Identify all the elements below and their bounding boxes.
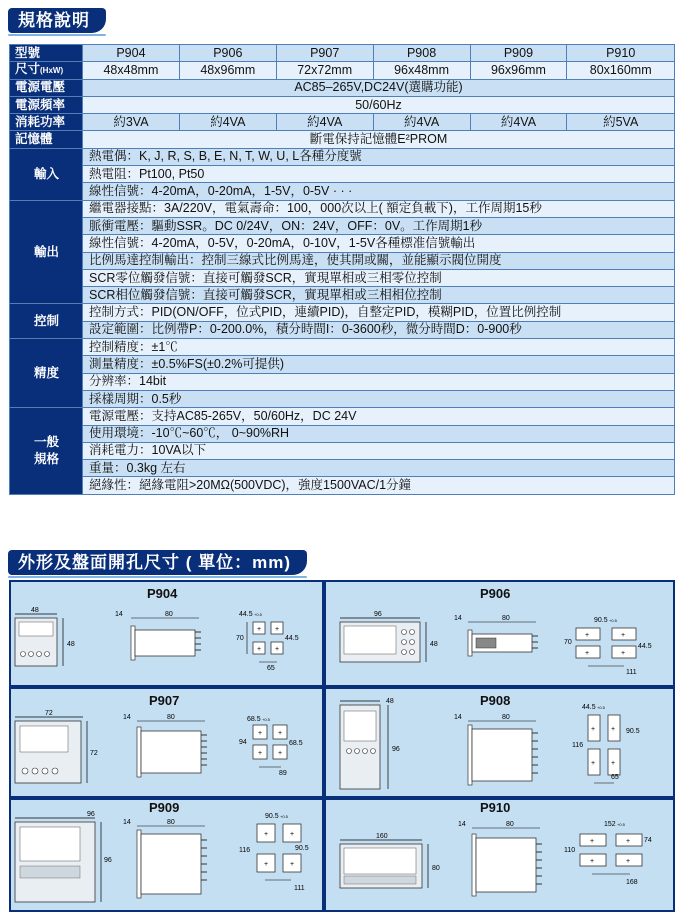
- p906-front: 14: [454, 615, 462, 622]
- dimension-section-title: 外形及盤面開孔尺寸 ( 單位：mm): [8, 550, 307, 575]
- p907-pitch-v: 94: [239, 739, 247, 746]
- row-label-memory: 記憶體: [10, 131, 83, 148]
- p909-cut: 90.5: [265, 813, 279, 820]
- p910-pitch-v: 110: [564, 847, 576, 854]
- p908-front: 14: [454, 714, 462, 721]
- table-row: [10, 200, 675, 217]
- p908-drawing: [326, 689, 673, 796]
- table-row: [10, 442, 675, 459]
- table-row: [10, 269, 675, 286]
- svg-text:+: +: [590, 838, 595, 845]
- table-row: [10, 62, 675, 79]
- svg-text:+: +: [585, 650, 590, 657]
- p904-height: 48: [67, 641, 75, 648]
- table-row: [10, 460, 675, 477]
- panel-p910: [326, 800, 673, 910]
- svg-text:+: +: [257, 626, 262, 633]
- control-row: 設定範圍：比例帶P：0-200.0%，積分時間I：0-3600秒，微分時間D：0-900秒: [83, 321, 675, 338]
- consumption-cell: 約4VA: [373, 114, 470, 131]
- table-row: [10, 304, 675, 321]
- p908-pitch-h: 65: [611, 774, 619, 781]
- size-cell: 80x160mm: [567, 62, 675, 79]
- table-row: [10, 339, 675, 356]
- p909-pitch-h: 111: [294, 885, 305, 892]
- svg-text:+: +: [621, 632, 626, 639]
- p907-depth: 80: [167, 714, 175, 721]
- table-row: [10, 79, 675, 96]
- row-label-precision: 精度: [10, 339, 83, 408]
- svg-text:+: +: [290, 861, 295, 868]
- row-label-consumption: 消耗功率: [10, 114, 83, 131]
- spec-section-title: 規格說明: [8, 8, 106, 33]
- p908-width: 48: [386, 698, 394, 705]
- precision-row: 測量精度：±0.5%FS(±0.2%可提供): [83, 356, 675, 373]
- control-row: 控制方式：PID(ON/OFF，位式PID，連續PID)，自整定PID，模糊PID，位置比例控制: [83, 304, 675, 321]
- table-row: [10, 477, 675, 494]
- general-row: 使用環境：-10℃~60℃， 0~90%RH: [83, 425, 675, 442]
- p904-front: 14: [115, 611, 123, 618]
- svg-text:+: +: [264, 861, 269, 868]
- svg-text:+: +: [585, 632, 590, 639]
- svg-text:+: +: [257, 646, 262, 653]
- panel-title: P910: [480, 800, 511, 815]
- table-row: [10, 373, 675, 390]
- model-cell: P906: [179, 45, 276, 62]
- row-label-size: [10, 62, 83, 79]
- table-row: [10, 356, 675, 373]
- p910-pitch-h: 168: [626, 879, 638, 886]
- spec-table: [9, 44, 675, 495]
- p906-height: 48: [430, 641, 438, 648]
- p906-width: 96: [374, 611, 382, 618]
- p904-cut: 44.5: [239, 611, 253, 618]
- panel-p908: [326, 689, 673, 796]
- table-row: [10, 321, 675, 338]
- p909-cut-tol: +0.5: [280, 814, 288, 819]
- p904-cut-side: 44.5: [285, 635, 299, 642]
- svg-text:+: +: [258, 750, 263, 757]
- table-row: [10, 235, 675, 252]
- consumption-cell: 約4VA: [470, 114, 567, 131]
- p907-cut: 68.5: [247, 716, 261, 723]
- p908-cut-tol: +0.5: [597, 705, 605, 710]
- dimension-drawings: [9, 580, 675, 912]
- p909-cut-side: 90.5: [295, 845, 309, 852]
- model-cell: P907: [276, 45, 373, 62]
- p906-depth: 80: [502, 615, 510, 622]
- p904-pitch-h: 65: [267, 665, 275, 672]
- p907-cut-tol: +0.5: [262, 717, 270, 722]
- row-label-control: 控制: [10, 304, 83, 339]
- p907-width: 72: [45, 710, 53, 717]
- row-label-general: [10, 408, 83, 494]
- general-row: 電源電壓：支持AC85-265V，50/60Hz，DC 24V: [83, 408, 675, 425]
- svg-text:+: +: [621, 650, 626, 657]
- p907-height: 72: [90, 750, 98, 757]
- input-row: 線性信號：4-20mA，0-20mA，1-5V，0-5V · · ·: [83, 183, 675, 200]
- consumption-cell: 約4VA: [276, 114, 373, 131]
- precision-row: 控制精度：±1℃: [83, 339, 675, 356]
- consumption-cell: 約3VA: [83, 114, 180, 131]
- table-row: [10, 287, 675, 304]
- table-row: [10, 148, 675, 165]
- consumption-cell: 約4VA: [179, 114, 276, 131]
- output-row: SCR零位觸發信號：直接可觸發SCR，實現單相或三相零位控制: [83, 269, 675, 286]
- p907-pitch-h: 89: [279, 770, 287, 777]
- svg-text:+: +: [290, 831, 295, 838]
- p909-pitch-v: 116: [239, 847, 251, 854]
- p910-front: 14: [458, 821, 466, 828]
- p910-width: 160: [376, 833, 388, 840]
- svg-text:+: +: [626, 838, 631, 845]
- p907-cut-side: 68.5: [289, 740, 303, 747]
- p908-pitch-v: 116: [572, 742, 584, 749]
- output-row: 脈衝電壓：驅動SSR。DC 0/24V，ON：24V，OFF：0V。工作周期1秒: [83, 217, 675, 234]
- precision-row: 分辨率：14bit: [83, 373, 675, 390]
- panel-title: P909: [149, 800, 180, 815]
- general-row: 絕緣性：絕緣電阻>20MΩ(500VDC)，強度1500VAC/1分鐘: [83, 477, 675, 494]
- table-row: [10, 131, 675, 148]
- p904-width: 48: [31, 607, 39, 614]
- svg-text:+: +: [611, 760, 616, 767]
- panel-title: P906: [480, 586, 511, 601]
- svg-text:+: +: [611, 726, 616, 733]
- model-cell: P904: [83, 45, 180, 62]
- p906-pitch-v: 70: [564, 639, 572, 646]
- table-row: [10, 408, 675, 425]
- p906-cut-tol: +0.5: [609, 618, 617, 623]
- p910-cut-tol: +0.5: [617, 822, 625, 827]
- row-label-power: 電源電壓: [10, 79, 83, 96]
- svg-text:+: +: [590, 858, 595, 865]
- p909-width: 96: [87, 811, 95, 818]
- p909-front: 14: [123, 819, 131, 826]
- panel-title: P908: [480, 693, 511, 708]
- memory-value: 斷電保持記憶體E²PROM: [83, 131, 675, 148]
- p908-cut-h: 90.5: [626, 728, 640, 735]
- general-label-1: 一般: [33, 434, 59, 449]
- p909-height: 96: [104, 857, 112, 864]
- table-row: [10, 45, 675, 62]
- p910-cut-w: 152: [604, 821, 616, 828]
- p910-depth: 80: [506, 821, 514, 828]
- size-cell: 48x96mm: [179, 62, 276, 79]
- row-label-model: 型號: [10, 45, 83, 62]
- panel-p906: [326, 582, 673, 685]
- p909-depth: 80: [167, 819, 175, 826]
- svg-text:+: +: [626, 858, 631, 865]
- p907-front: 14: [123, 714, 131, 721]
- size-cell: 72x72mm: [276, 62, 373, 79]
- p908-depth: 80: [502, 714, 510, 721]
- svg-text:+: +: [275, 626, 280, 633]
- table-row: [10, 183, 675, 200]
- p908-height: 96: [392, 746, 400, 753]
- p909-drawing: [11, 800, 322, 910]
- row-label-output: 輸出: [10, 200, 83, 304]
- panel-p907: [11, 689, 322, 796]
- consumption-cell: 約5VA: [567, 114, 675, 131]
- p906-cut-w: 90.5: [594, 617, 608, 624]
- svg-text:+: +: [275, 646, 280, 653]
- p910-cut-h: 74: [644, 837, 652, 844]
- p906-cut-h: 44.5: [638, 643, 652, 650]
- input-row: 熱電偶：K, J, R, S, B, E, N, T, W, U, L各種分度號: [83, 148, 675, 165]
- panel-p909: [11, 800, 322, 910]
- p906-pitch-h: 111: [626, 669, 637, 676]
- general-row: 消耗電力：10VA以下: [83, 442, 675, 459]
- panel-title: P907: [149, 693, 180, 708]
- precision-row: 採樣周期：0.5秒: [83, 390, 675, 407]
- panel-title: P904: [147, 586, 178, 601]
- size-cell: 48x48mm: [83, 62, 180, 79]
- table-row: [10, 425, 675, 442]
- freq-value: 50/60Hz: [83, 96, 675, 113]
- table-row: [10, 217, 675, 234]
- row-label-freq: 電源頻率: [10, 96, 83, 113]
- table-row: [10, 252, 675, 269]
- output-row: 線性信號：4-20mA，0-5V，0-20mA，0-10V，1-5V各種標准信號輸出: [83, 235, 675, 252]
- model-cell: P908: [373, 45, 470, 62]
- svg-text:+: +: [591, 726, 596, 733]
- p907-drawing: [11, 689, 322, 796]
- size-cell: 96x48mm: [373, 62, 470, 79]
- p904-drawing: [11, 582, 322, 685]
- output-row: 比例馬達控制輸出：控制三線式比例馬達，使其開或關，並能顯示閥位開度: [83, 252, 675, 269]
- svg-text:+: +: [258, 730, 263, 737]
- general-label-2: 規格: [33, 451, 59, 466]
- table-row: [10, 390, 675, 407]
- table-row: [10, 166, 675, 183]
- output-row: SCR相位觸發信號：直接可觸發SCR，實現單相或三相相位控制: [83, 287, 675, 304]
- size-label-sub: (HxW): [40, 66, 64, 76]
- row-label-input: 輸入: [10, 148, 83, 200]
- table-row: [10, 114, 675, 131]
- p910-height: 80: [432, 865, 440, 872]
- general-row: 重量：0.3kg 左右: [83, 460, 675, 477]
- svg-text:+: +: [278, 730, 283, 737]
- p904-cut-tol: +0.5: [254, 612, 262, 617]
- power-value: AC85–265V,DC24V(選購功能): [83, 79, 675, 96]
- p906-drawing: [326, 582, 673, 685]
- p908-cut-w: 44.5: [582, 704, 596, 711]
- input-row: 熱電阻：Pt100, Pt50: [83, 166, 675, 183]
- panel-p904: [11, 582, 322, 685]
- svg-text:+: +: [278, 750, 283, 757]
- svg-text:+: +: [264, 831, 269, 838]
- svg-text:+: +: [591, 760, 596, 767]
- model-cell: P909: [470, 45, 567, 62]
- p904-depth: 80: [165, 611, 173, 618]
- p904-pitch-v: 70: [236, 635, 244, 642]
- size-label: 尺寸: [15, 62, 41, 77]
- model-cell: P910: [567, 45, 675, 62]
- table-row: [10, 96, 675, 113]
- output-row: 繼電器接點：3A/220V，電氣壽命：100，000次以上( 額定負載下)，工作周期15秒: [83, 200, 675, 217]
- size-cell: 96x96mm: [470, 62, 567, 79]
- p910-drawing: [326, 800, 673, 910]
